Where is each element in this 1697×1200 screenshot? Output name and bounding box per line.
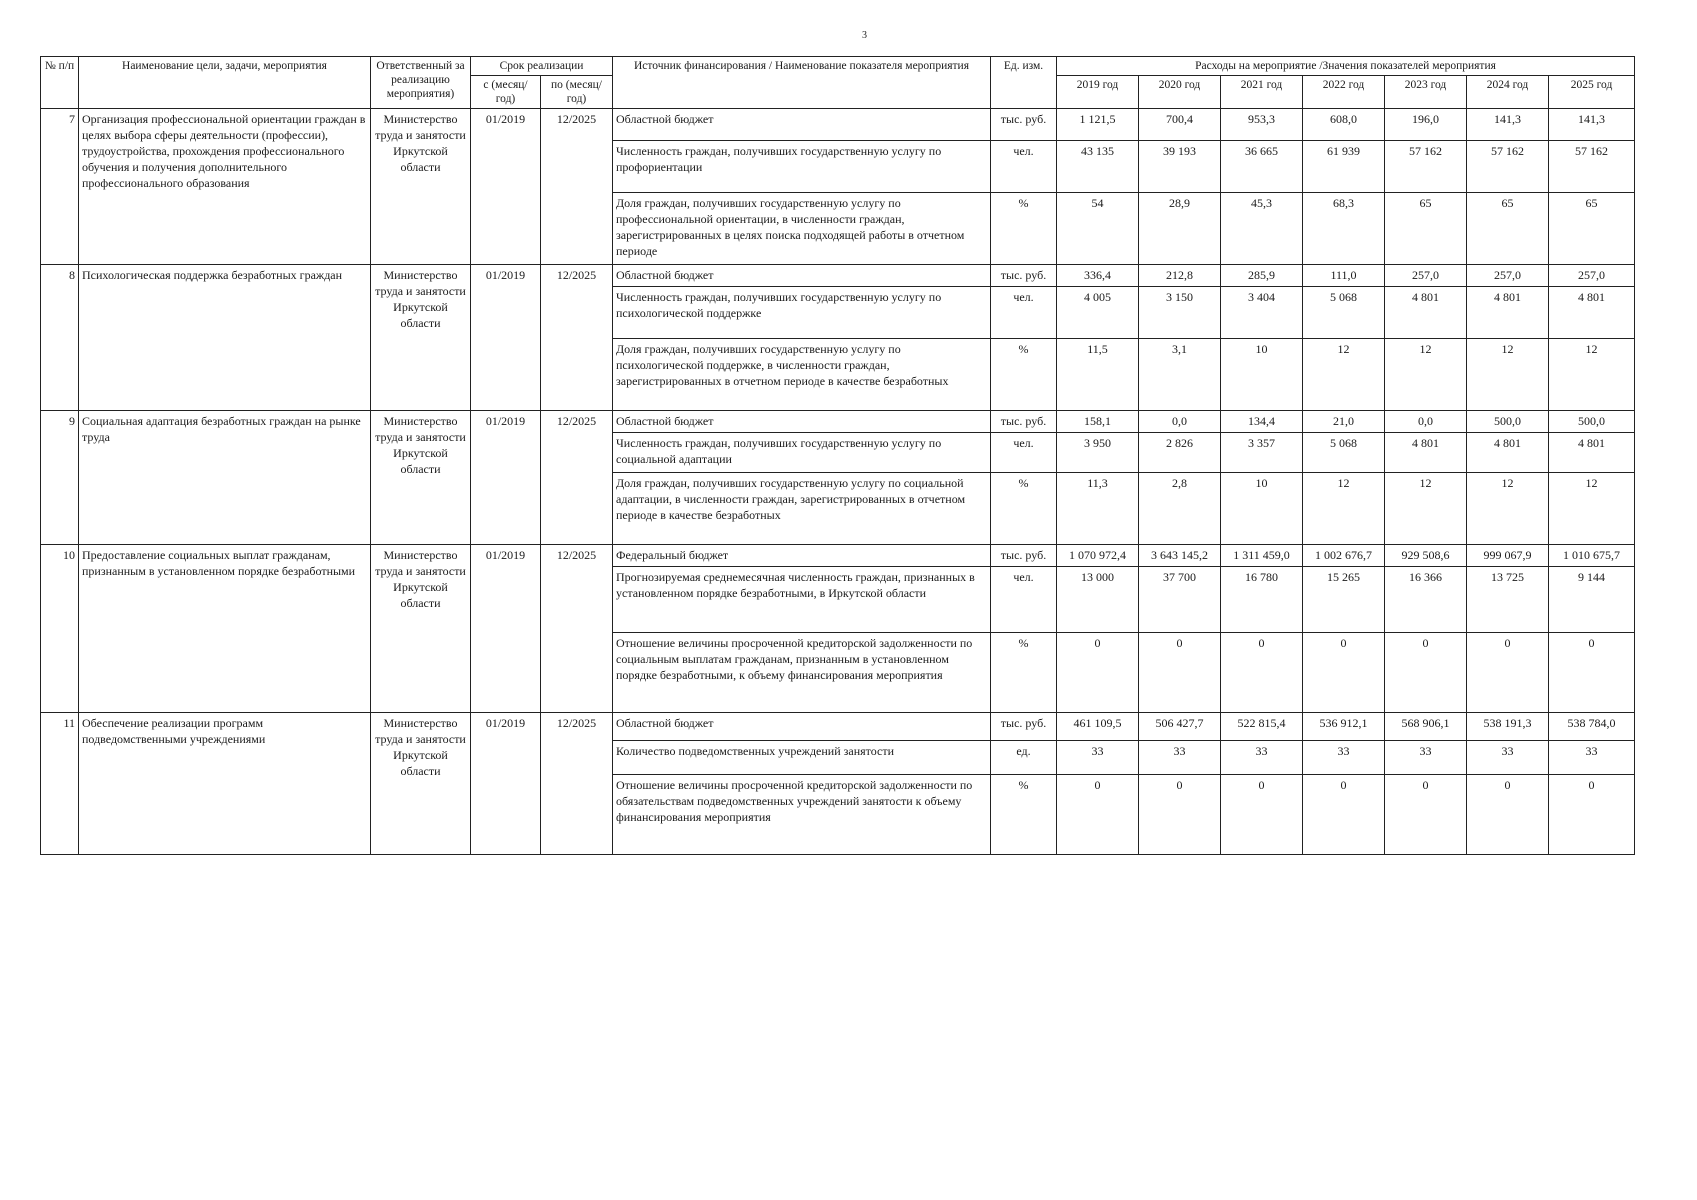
value-cell: 12 <box>1549 473 1635 545</box>
table-body <box>41 109 1635 855</box>
value-cell: 1 010 675,7 <box>1549 545 1635 567</box>
value-cell: 536 912,1 <box>1303 713 1385 741</box>
value-cell: 33 <box>1057 741 1139 775</box>
unit-cell: тыс. руб. <box>991 713 1057 741</box>
value-cell: 4 801 <box>1467 433 1549 473</box>
value-cell: 11,3 <box>1057 473 1139 545</box>
value-cell: 257,0 <box>1549 265 1635 287</box>
value-cell: 33 <box>1549 741 1635 775</box>
source-cell: Численность граждан, получивших государственную услугу по психологической поддержке <box>613 287 991 339</box>
value-cell: 522 815,4 <box>1221 713 1303 741</box>
activity-name: Социальная адаптация безработных граждан на рынке труда <box>79 411 371 545</box>
value-cell: 0 <box>1467 775 1549 855</box>
value-cell: 4 005 <box>1057 287 1139 339</box>
source-cell: Доля граждан, получивших государственную услугу по социальной адаптации, в численности граждан, зарегистрированных в отчетном периоде в качестве безработных <box>613 473 991 545</box>
unit-cell: чел. <box>991 567 1057 633</box>
header-expenses: Расходы на мероприятие /Значения показателей мероприятия <box>1057 57 1635 76</box>
table-row <box>41 713 1635 741</box>
period-to-cell: 12/2025 <box>541 109 613 265</box>
table-row <box>41 109 1635 141</box>
responsible-cell: Министерство труда и занятости Иркутской области <box>371 411 471 545</box>
source-cell: Отношение величины просроченной кредиторской задолженности по обязательствам подведомственных учреждений занятости к объему финансирования мероприятия <box>613 775 991 855</box>
header-period-from: с (месяц/ год) <box>471 76 541 109</box>
source-cell: Прогнозируемая среднемесячная численность граждан, признанных в установленном порядке безработными, в Иркутской области <box>613 567 991 633</box>
row-number: 11 <box>41 713 79 855</box>
value-cell: 33 <box>1303 741 1385 775</box>
value-cell: 16 780 <box>1221 567 1303 633</box>
value-cell: 953,3 <box>1221 109 1303 141</box>
period-from-cell: 01/2019 <box>471 265 541 411</box>
value-cell: 196,0 <box>1385 109 1467 141</box>
period-to-cell: 12/2025 <box>541 545 613 713</box>
value-cell: 3 643 145,2 <box>1139 545 1221 567</box>
value-cell: 39 193 <box>1139 141 1221 193</box>
value-cell: 0 <box>1139 633 1221 713</box>
value-cell: 0 <box>1385 633 1467 713</box>
value-cell: 500,0 <box>1549 411 1635 433</box>
value-cell: 212,8 <box>1139 265 1221 287</box>
period-to-cell: 12/2025 <box>541 411 613 545</box>
value-cell: 12 <box>1467 339 1549 411</box>
value-cell: 4 801 <box>1549 433 1635 473</box>
unit-cell: % <box>991 775 1057 855</box>
value-cell: 0 <box>1139 775 1221 855</box>
value-cell: 37 700 <box>1139 567 1221 633</box>
value-cell: 538 191,3 <box>1467 713 1549 741</box>
row-number: 7 <box>41 109 79 265</box>
value-cell: 21,0 <box>1303 411 1385 433</box>
value-cell: 500,0 <box>1467 411 1549 433</box>
value-cell: 111,0 <box>1303 265 1385 287</box>
activity-name: Организация профессиональной ориентации граждан в целях выбора сферы деятельности (профессии), трудоустройства, прохождения профессионального обучения и получения дополнительного профессионального образования <box>79 109 371 265</box>
value-cell: 2,8 <box>1139 473 1221 545</box>
header-source: Источник финансирования / Наименование показателя мероприятия <box>613 57 991 109</box>
value-cell: 33 <box>1385 741 1467 775</box>
unit-cell: % <box>991 473 1057 545</box>
header-responsible: Ответственный за реализацию мероприятия) <box>371 57 471 109</box>
value-cell: 12 <box>1549 339 1635 411</box>
source-cell: Количество подведомственных учреждений занятости <box>613 741 991 775</box>
unit-cell: чел. <box>991 141 1057 193</box>
value-cell: 1 121,5 <box>1057 109 1139 141</box>
responsible-cell: Министерство труда и занятости Иркутской области <box>371 545 471 713</box>
value-cell: 0 <box>1303 775 1385 855</box>
period-from-cell: 01/2019 <box>471 545 541 713</box>
value-cell: 16 366 <box>1385 567 1467 633</box>
value-cell: 5 068 <box>1303 433 1385 473</box>
value-cell: 65 <box>1385 193 1467 265</box>
period-from-cell: 01/2019 <box>471 411 541 545</box>
header-year: 2023 год <box>1385 76 1467 109</box>
row-number: 8 <box>41 265 79 411</box>
value-cell: 0 <box>1549 633 1635 713</box>
header-period-to: по (месяц/ год) <box>541 76 613 109</box>
value-cell: 12 <box>1385 473 1467 545</box>
source-cell: Доля граждан, получивших государственную услугу по психологической поддержке, в численности граждан, зарегистрированных в отчетном периоде в качестве безработных <box>613 339 991 411</box>
value-cell: 4 801 <box>1549 287 1635 339</box>
value-cell: 12 <box>1303 339 1385 411</box>
table-row <box>41 411 1635 433</box>
value-cell: 33 <box>1139 741 1221 775</box>
value-cell: 608,0 <box>1303 109 1385 141</box>
value-cell: 12 <box>1467 473 1549 545</box>
activity-name: Психологическая поддержка безработных граждан <box>79 265 371 411</box>
value-cell: 65 <box>1549 193 1635 265</box>
row-number: 9 <box>41 411 79 545</box>
source-cell: Областной бюджет <box>613 411 991 433</box>
value-cell: 13 725 <box>1467 567 1549 633</box>
value-cell: 57 162 <box>1385 141 1467 193</box>
unit-cell: тыс. руб. <box>991 545 1057 567</box>
value-cell: 65 <box>1467 193 1549 265</box>
value-cell: 10 <box>1221 473 1303 545</box>
value-cell: 61 939 <box>1303 141 1385 193</box>
value-cell: 36 665 <box>1221 141 1303 193</box>
value-cell: 257,0 <box>1467 265 1549 287</box>
source-cell: Численность граждан, получивших государственную услугу по профориентации <box>613 141 991 193</box>
value-cell: 0 <box>1221 775 1303 855</box>
period-from-cell: 01/2019 <box>471 713 541 855</box>
value-cell: 538 784,0 <box>1549 713 1635 741</box>
value-cell: 141,3 <box>1467 109 1549 141</box>
value-cell: 0 <box>1385 775 1467 855</box>
unit-cell: тыс. руб. <box>991 265 1057 287</box>
header-name: Наименование цели, задачи, мероприятия <box>79 57 371 109</box>
header-unit: Ед. изм. <box>991 57 1057 109</box>
table-row <box>41 545 1635 567</box>
value-cell: 285,9 <box>1221 265 1303 287</box>
page-number: 3 <box>862 30 867 41</box>
value-cell: 3 150 <box>1139 287 1221 339</box>
header-period: Срок реализации <box>471 57 613 76</box>
value-cell: 336,4 <box>1057 265 1139 287</box>
value-cell: 57 162 <box>1549 141 1635 193</box>
value-cell: 3 950 <box>1057 433 1139 473</box>
value-cell: 0 <box>1221 633 1303 713</box>
value-cell: 2 826 <box>1139 433 1221 473</box>
value-cell: 3 404 <box>1221 287 1303 339</box>
value-cell: 506 427,7 <box>1139 713 1221 741</box>
activity-name: Предоставление социальных выплат гражданам, признанным в установленном порядке безработными <box>79 545 371 713</box>
value-cell: 28,9 <box>1139 193 1221 265</box>
value-cell: 10 <box>1221 339 1303 411</box>
header-year: 2021 год <box>1221 76 1303 109</box>
header-year: 2019 год <box>1057 76 1139 109</box>
value-cell: 12 <box>1385 339 1467 411</box>
header-year: 2024 год <box>1467 76 1549 109</box>
header-num: № п/п <box>41 57 79 109</box>
unit-cell: тыс. руб. <box>991 109 1057 141</box>
period-to-cell: 12/2025 <box>541 713 613 855</box>
value-cell: 929 508,6 <box>1385 545 1467 567</box>
value-cell: 999 067,9 <box>1467 545 1549 567</box>
source-cell: Численность граждан, получивших государственную услугу по социальной адаптации <box>613 433 991 473</box>
header-year: 2020 год <box>1139 76 1221 109</box>
value-cell: 9 144 <box>1549 567 1635 633</box>
value-cell: 57 162 <box>1467 141 1549 193</box>
source-cell: Федеральный бюджет <box>613 545 991 567</box>
value-cell: 45,3 <box>1221 193 1303 265</box>
source-cell: Областной бюджет <box>613 713 991 741</box>
value-cell: 15 265 <box>1303 567 1385 633</box>
source-cell: Областной бюджет <box>613 265 991 287</box>
value-cell: 13 000 <box>1057 567 1139 633</box>
responsible-cell: Министерство труда и занятости Иркутской области <box>371 713 471 855</box>
unit-cell: % <box>991 633 1057 713</box>
period-to-cell: 12/2025 <box>541 265 613 411</box>
value-cell: 158,1 <box>1057 411 1139 433</box>
unit-cell: тыс. руб. <box>991 411 1057 433</box>
value-cell: 3 357 <box>1221 433 1303 473</box>
value-cell: 11,5 <box>1057 339 1139 411</box>
value-cell: 0,0 <box>1385 411 1467 433</box>
value-cell: 141,3 <box>1549 109 1635 141</box>
responsible-cell: Министерство труда и занятости Иркутской области <box>371 109 471 265</box>
value-cell: 1 311 459,0 <box>1221 545 1303 567</box>
activity-name: Обеспечение реализации программ подведомственными учреждениями <box>79 713 371 855</box>
value-cell: 0 <box>1549 775 1635 855</box>
value-cell: 257,0 <box>1385 265 1467 287</box>
value-cell: 54 <box>1057 193 1139 265</box>
value-cell: 33 <box>1467 741 1549 775</box>
value-cell: 4 801 <box>1385 433 1467 473</box>
value-cell: 0 <box>1467 633 1549 713</box>
value-cell: 0 <box>1057 775 1139 855</box>
value-cell: 461 109,5 <box>1057 713 1139 741</box>
value-cell: 568 906,1 <box>1385 713 1467 741</box>
value-cell: 0 <box>1303 633 1385 713</box>
value-cell: 4 801 <box>1385 287 1467 339</box>
value-cell: 33 <box>1221 741 1303 775</box>
unit-cell: % <box>991 339 1057 411</box>
responsible-cell: Министерство труда и занятости Иркутской области <box>371 265 471 411</box>
source-cell: Областной бюджет <box>613 109 991 141</box>
unit-cell: чел. <box>991 433 1057 473</box>
value-cell: 134,4 <box>1221 411 1303 433</box>
value-cell: 68,3 <box>1303 193 1385 265</box>
value-cell: 5 068 <box>1303 287 1385 339</box>
period-from-cell: 01/2019 <box>471 109 541 265</box>
value-cell: 3,1 <box>1139 339 1221 411</box>
program-activities-table <box>40 56 1635 855</box>
value-cell: 1 002 676,7 <box>1303 545 1385 567</box>
unit-cell: чел. <box>991 287 1057 339</box>
value-cell: 12 <box>1303 473 1385 545</box>
value-cell: 4 801 <box>1467 287 1549 339</box>
source-cell: Доля граждан, получивших государственную услугу по профессиональной ориентации, в численности граждан, зарегистрированных в целях поиска подходящей работы в отчетном периоде <box>613 193 991 265</box>
value-cell: 0 <box>1057 633 1139 713</box>
value-cell: 43 135 <box>1057 141 1139 193</box>
row-number: 10 <box>41 545 79 713</box>
table-row <box>41 265 1635 287</box>
unit-cell: % <box>991 193 1057 265</box>
unit-cell: ед. <box>991 741 1057 775</box>
header-year: 2022 год <box>1303 76 1385 109</box>
source-cell: Отношение величины просроченной кредиторской задолженности по социальным выплатам гражданам, признанным в установленном порядке безработными, к объему финансирования мероприятия <box>613 633 991 713</box>
header-year: 2025 год <box>1549 76 1635 109</box>
value-cell: 1 070 972,4 <box>1057 545 1139 567</box>
value-cell: 0,0 <box>1139 411 1221 433</box>
value-cell: 700,4 <box>1139 109 1221 141</box>
